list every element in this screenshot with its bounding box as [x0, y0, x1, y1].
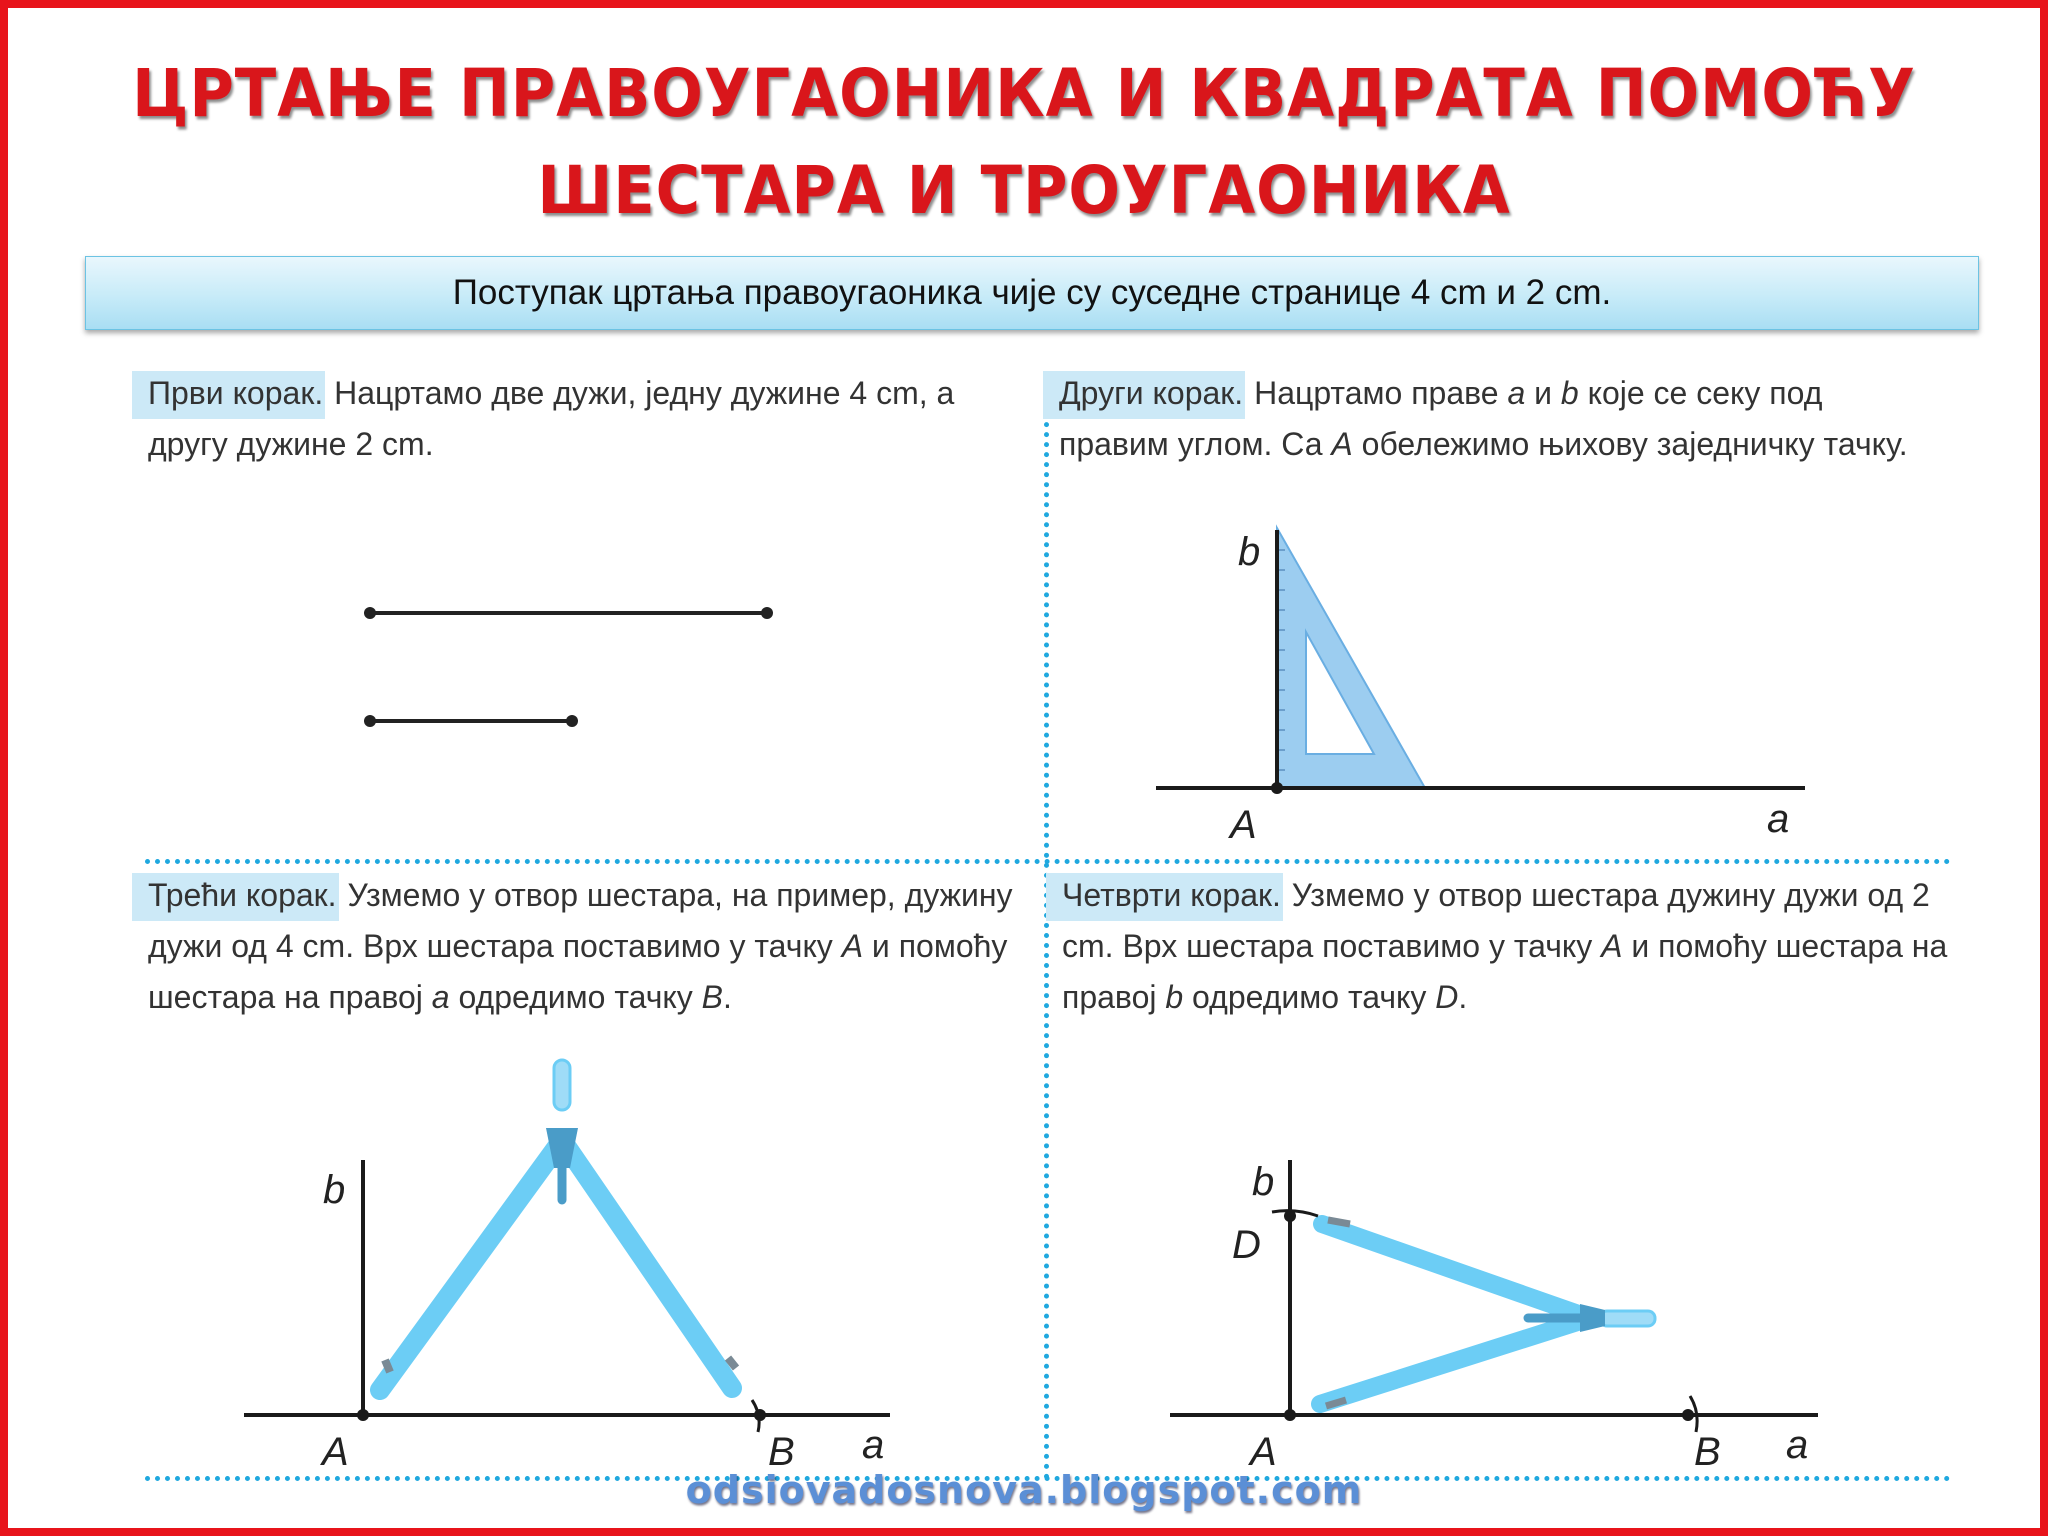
- step-second-text-3: које се секу под правим углом. Са: [1059, 375, 1823, 462]
- step-first: [148, 368, 1028, 470]
- label-D: D: [1232, 1223, 1261, 1267]
- procedure-banner: [85, 256, 1979, 330]
- step-fourth-text-2: и помоћу шестара на правој: [1062, 928, 1948, 1015]
- step-third-figure: [240, 1050, 910, 1474]
- compass-icon: [380, 1060, 736, 1390]
- step-third-text-3: одредимо тачку: [449, 979, 702, 1015]
- step-second-text-4: обележимо њихову заједничку тачку.: [1352, 426, 1908, 462]
- point-B: [1682, 1409, 1694, 1421]
- point-D: [1284, 1210, 1296, 1222]
- step-fourth-text-3: одредимо тачку: [1183, 979, 1436, 1015]
- step-fourth-text-4: .: [1458, 979, 1468, 1015]
- label-B: B: [1694, 1430, 1721, 1474]
- step-third-tag: Трећи корак.: [132, 873, 339, 921]
- segment-4cm-start-point: [364, 607, 376, 619]
- middle-divider: [145, 859, 1951, 864]
- step-fourth-tag: Четврти корак.: [1046, 873, 1283, 921]
- step-third-text-2: и помоћу шестара на правој: [148, 928, 1008, 1015]
- point-B: [754, 1409, 766, 1421]
- step-first-tag: Први корак.: [132, 371, 325, 419]
- step-fourth-text-1: Узмемо у отвор шестара дужину дужи од 2 cm. Врх шестара поставимо у тачку: [1062, 877, 1930, 964]
- step-fourth-figure: [1160, 1150, 1830, 1480]
- label-a: a: [862, 1423, 885, 1467]
- point-A: [1271, 782, 1283, 794]
- segment-2cm-start-point: [364, 715, 376, 727]
- step-first-figure: [350, 590, 800, 750]
- step-first-text: Нацртамо две дужи, једну дужине 4 cm, а другу дужине 2 cm.: [148, 375, 955, 462]
- point-A: [357, 1409, 369, 1421]
- step-second-figure: [1150, 520, 1820, 850]
- step-fourth-point-D: D: [1435, 979, 1459, 1015]
- procedure-banner-text: Поступак цртања правоугаоника чије су суседне странице 4 cm и 2 cm.: [452, 273, 1612, 312]
- step-third-line-a: a: [431, 979, 450, 1015]
- vertical-divider: [1044, 372, 1049, 1480]
- page-title-line-1: ЦРТАЊЕ ПРАВОУГАОНИКА И КВАДРАТА ПОМОЋУ: [132, 55, 1916, 132]
- label-b: b: [323, 1168, 346, 1212]
- label-b: b: [1238, 530, 1261, 574]
- step-third-point-A: A: [841, 928, 864, 964]
- step-second-text-2: и: [1525, 375, 1561, 411]
- page-title-line-2: ШЕСТАРА И ТРОУГАОНИКА: [537, 152, 1511, 229]
- step-second: [1059, 368, 1939, 470]
- label-a: a: [1786, 1423, 1809, 1467]
- step-third-point-B: B: [701, 979, 723, 1015]
- segment-2cm-end-point: [566, 715, 578, 727]
- step-second-tag: Други корак.: [1043, 371, 1245, 419]
- step-second-text-1: Нацртамо праве: [1245, 375, 1508, 411]
- label-B: B: [768, 1430, 795, 1474]
- step-second-point-A: A: [1331, 426, 1353, 462]
- compass-icon: [1320, 1220, 1655, 1406]
- step-fourth-point-A: A: [1601, 928, 1623, 964]
- label-b: b: [1252, 1160, 1275, 1204]
- step-second-line-a: a: [1507, 375, 1526, 411]
- point-A: [1284, 1409, 1296, 1421]
- step-fourth: [1062, 870, 1962, 1023]
- segment-4cm-end-point: [761, 607, 773, 619]
- step-third-text-4: .: [723, 979, 732, 1015]
- label-A: A: [1250, 1430, 1277, 1474]
- label-A: A: [322, 1430, 349, 1474]
- step-fourth-line-b: b: [1165, 979, 1184, 1015]
- label-A: A: [1230, 803, 1257, 847]
- step-third: [148, 870, 1028, 1023]
- footer-website-link[interactable]: odsiovadosnova.blogspot.com: [685, 1468, 1363, 1512]
- step-second-line-b: b: [1560, 375, 1579, 411]
- step-third-text-1: Узмемо у отвор шестара, на пример, дужину дужи од 4 cm. Врх шестара поставимо у тачку: [148, 877, 1013, 964]
- label-a: a: [1767, 797, 1790, 841]
